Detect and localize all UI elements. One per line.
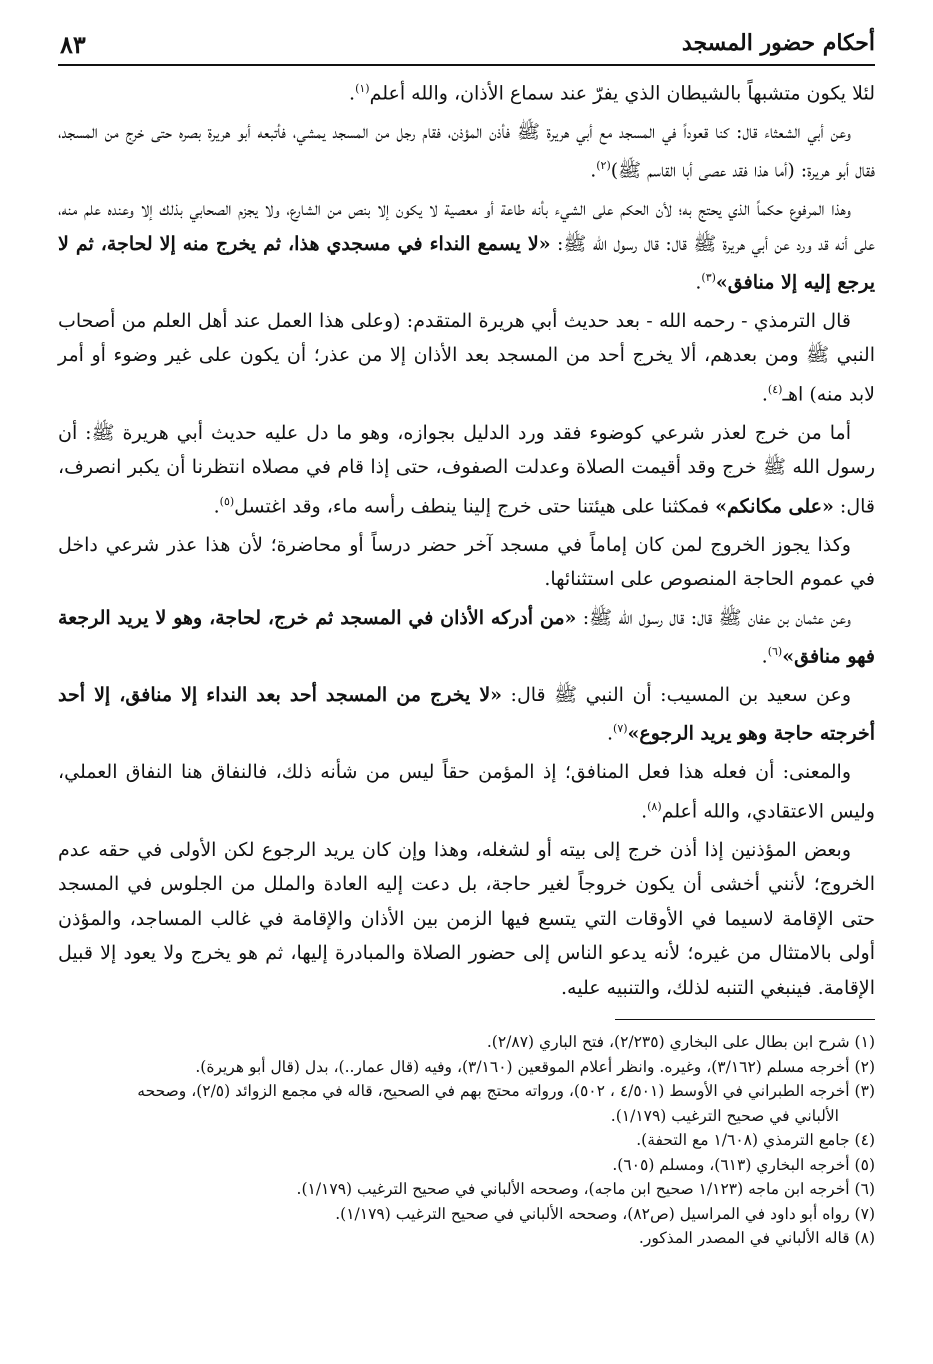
hadith-quote: «لا يسمع النداء في مسجدي هذا، ثم يخرج منه إلا لحاجة، ثم لا يرجع إليه إلا منافق» bbox=[58, 232, 875, 294]
paragraph-7 bbox=[58, 601, 875, 674]
footnote-8 bbox=[58, 1226, 875, 1251]
footnote-text: شرح ابن بطال على البخاري (٢/٢٣٥)، فتح الباري (٢/٨٧). bbox=[486, 1033, 850, 1052]
paragraph-text: وعن أبي الشعثاء قال: كنا قعوداً في المسجد مع أبي هريرة ﷺ فأذن المؤذن، فقام رجل من المسجد يمشي، فأتبعه أبو هريرة بصره حتى خرج من المسجد، فقال أبو هريرة: (أما هذا فقد عصى أبا القاسم ﷺ) bbox=[58, 120, 875, 182]
footnote-number: (٤) bbox=[854, 1131, 875, 1150]
paragraph-tail: . bbox=[590, 159, 597, 182]
page-number: ٨٣ bbox=[60, 30, 86, 59]
paragraph-text-continued: فمكثنا على هيئتنا حتى خرج إلينا ينطف رأسه ماء، وقد اغتسل bbox=[234, 495, 716, 518]
footnote-ref: (٣) bbox=[701, 271, 716, 285]
footnote-ref: (٦) bbox=[767, 645, 783, 659]
footnote-text: أخرجه مسلم (٣/١٦٢)، وغيره. وانظر أعلام الموقعين (٣/١٦٠)، وفيه (قال عمار..)، بدل (قال أبو هريرة). bbox=[195, 1057, 850, 1076]
footnotes bbox=[58, 1030, 875, 1251]
paragraph-tail: . bbox=[761, 645, 768, 668]
paragraph-tail: . bbox=[695, 271, 702, 294]
footnote-number: (٣) bbox=[854, 1082, 875, 1101]
paragraph-2 bbox=[58, 115, 875, 188]
paragraph-tail: . bbox=[641, 800, 648, 823]
paragraph-4 bbox=[58, 304, 875, 412]
footnote-ref: (٤) bbox=[767, 382, 783, 396]
hadith-quote: «على مكانكم» bbox=[715, 495, 834, 518]
page-header bbox=[58, 22, 875, 66]
footnote-text: رواه أبو داود في المراسيل (ص٨٢)، وصححه الألباني في صحيح الترغيب (١/١٧٩). bbox=[335, 1204, 850, 1223]
paragraph-text: وبعض المؤذنين إذا أذن خرج إلى بيته أو لشغله، وهذا وإن كان يريد الرجوع لكن الأولى في حقه عدم الخروج؛ لأنني أخشى أن يكون خروجاً لغير حاجة، بل دعت إليه العادة والملل من الجلوس في المسجد حتى الإقامة لاسيما في الأوقات التي يتسع فيها الزمن بين الأذان والإقامة في غالب المساجد، والمؤذن أولى بالامتثال من غيره؛ لأنه يدعو الناس إلى حضور الصلاة والمبادرة إليها، ثم هو يخرج ولا يعود إلا قبيل الإقامة. فينبغي التنبه لذلك، والتنبيه عليه. bbox=[58, 838, 875, 999]
paragraph-tail: . bbox=[349, 82, 356, 105]
paragraph-3 bbox=[58, 192, 875, 300]
paragraph-text: لئلا يكون متشبهاً بالشيطان الذي يفرّ عند سماع الأذان، والله أعلم bbox=[369, 82, 875, 105]
footnote-separator bbox=[615, 1019, 875, 1020]
footnote-2 bbox=[58, 1055, 875, 1080]
hadith-quote: «من أدركه الأذان في المسجد ثم خرج، لحاجة، وهو لا يريد الرجعة فهو منافق» bbox=[58, 606, 875, 668]
book-page bbox=[58, 22, 875, 1342]
footnote-text: قاله الألباني في المصدر المذكور. bbox=[638, 1229, 850, 1248]
paragraph-9 bbox=[58, 755, 875, 828]
paragraph-1 bbox=[58, 72, 875, 111]
footnote-ref: (٨) bbox=[647, 799, 662, 813]
paragraph-10 bbox=[58, 833, 875, 1006]
paragraph-text: وكذا يجوز الخروج لمن كان إماماً في مسجد آخر حضر درساً أو محاضرة؛ لأن هذا عذر شرعي داخل في عموم الحاجة المنصوص على استثنائها. bbox=[58, 533, 875, 591]
footnote-7 bbox=[58, 1202, 875, 1227]
paragraph-text: وعن عثمان بن عفان ﷺ قال: قال رسول الله ﷺ: bbox=[576, 606, 851, 629]
footnote-1 bbox=[58, 1030, 875, 1055]
footnote-text: أخرجه ابن ماجه (١/١٢٣ صحيح ابن ماجه)، وصححه الألباني في صحيح الترغيب (١/١٧٩). bbox=[296, 1180, 850, 1199]
paragraph-tail: . bbox=[213, 495, 220, 518]
footnote-5 bbox=[58, 1153, 875, 1178]
footnote-ref: (٥) bbox=[219, 494, 235, 508]
footnote-ref: (٢) bbox=[596, 159, 611, 173]
running-title: أحكام حضور المسجد bbox=[681, 30, 875, 56]
paragraph-text: وعن سعيد بن المسيب: أن النبي ﷺ قال: bbox=[502, 683, 851, 706]
footnote-number: (٥) bbox=[854, 1155, 875, 1174]
footnote-3 bbox=[58, 1079, 875, 1128]
paragraph-text: والمعنى: أن فعله هذا فعل المنافق؛ إذ المؤمن حقاً ليس من شأنه ذلك، فالنفاق هنا النفاق العملي، وليس الاعتقادي، والله أعلم bbox=[58, 761, 875, 823]
paragraph-text: أما من خرج لعذر شرعي كوضوء فقد ورد الدليل بجوازه، وهو ما دل عليه حديث أبي هريرة ﷺ: أن رسول الله ﷺ خرج وقد أقيمت الصلاة وعدلت الصفوف، حتى إذا قام في مصلاه انتظرنا أن يكبر انصرف، قال: bbox=[58, 421, 875, 518]
footnote-6 bbox=[58, 1177, 875, 1202]
footnote-number: (٦) bbox=[854, 1180, 875, 1199]
paragraph-text: وهذا المرفوع حكماً الذي يحتج به؛ لأن الحكم على الشيء بأنه طاعة أو معصية لا يكون إلا بنص من الشارع، ولا يجزم الصحابي بذلك إلا وعنده علم منه، على أنه قد ورد عن أبي هريرة ﷺ قال: قال رسول الله ﷺ: bbox=[58, 198, 875, 255]
main-text bbox=[58, 72, 875, 1005]
paragraph-6 bbox=[58, 528, 875, 597]
paragraph-5 bbox=[58, 416, 875, 524]
paragraph-tail: . bbox=[606, 722, 614, 745]
footnote-number: (٧) bbox=[854, 1204, 875, 1223]
footnote-ref: (١) bbox=[355, 82, 370, 95]
paragraph-tail: . bbox=[761, 383, 768, 406]
paragraph-text: قال الترمذي - رحمه الله - بعد حديث أبي هريرة المتقدم: (وعلى هذا العمل عند أهل العلم من أصحاب النبي ﷺ ومن بعدهم، ألا يخرج أحد من المسجد بعد الأذان إلا من عذر؛ أن يكون على غير وضوء أو أمر لابد منه) اهـ bbox=[58, 309, 875, 406]
footnote-ref: (٧) bbox=[613, 722, 628, 736]
footnote-number: (٨) bbox=[854, 1229, 875, 1248]
paragraph-8 bbox=[58, 678, 875, 751]
footnote-text: جامع الترمذي (١/٦٠٨ مع التحفة). bbox=[636, 1131, 850, 1150]
footnote-number: (٢) bbox=[854, 1057, 875, 1076]
footnote-continuation: الألباني في صحيح الترغيب (١/١٧٩). bbox=[610, 1106, 839, 1125]
footnote-number: (١) bbox=[854, 1033, 875, 1052]
footnote-text: أخرجه البخاري (٦١٣)، ومسلم (٦٠٥). bbox=[612, 1155, 850, 1174]
footnote-text: أخرجه الطبراني في الأوسط (٤/٥٠١ ، ٥٠٢)، ورواته محتج بهم في الصحيح، قاله في مجمع الزوائد (٢/٥)، وصححه bbox=[137, 1082, 850, 1101]
hadith-quote: «لا يخرج من المسجد أحد بعد النداء إلا منافق، إلا أحد أخرجته حاجة وهو يريد الرجوع» bbox=[58, 683, 875, 745]
footnote-4 bbox=[58, 1128, 875, 1153]
